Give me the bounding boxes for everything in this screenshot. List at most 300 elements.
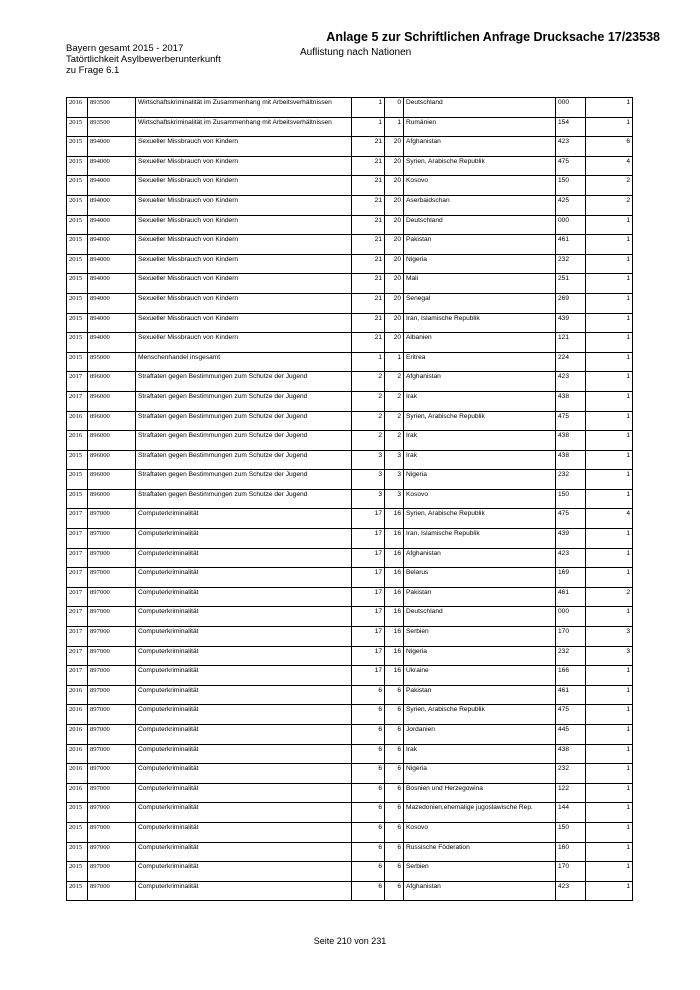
offense-cell: Computerkriminalität	[136, 529, 352, 549]
offense-cell: Menschenhandel insgesamt	[136, 352, 352, 372]
nation-cell: Ukraine	[404, 666, 556, 686]
offense-code-cell: 897000	[88, 881, 136, 901]
offense-code-cell: 897000	[88, 568, 136, 588]
offense-cell: Wirtschaftskriminalität im Zusammenhang mit Arbeitsverhältnissen	[136, 98, 352, 118]
table-row	[67, 98, 633, 118]
subtotal-cell: 6	[385, 783, 404, 803]
nation-cell: Irak	[404, 450, 556, 470]
nation-code-cell: 423	[556, 548, 586, 568]
offense-cell: Computerkriminalität	[136, 725, 352, 745]
table-row	[67, 783, 633, 803]
total-cases-cell: 21	[352, 137, 385, 157]
offense-cell: Sexueller Missbrauch von Kindern	[136, 293, 352, 313]
year-cell: 2016	[67, 725, 88, 745]
nation-code-cell: 475	[556, 705, 586, 725]
subtotal-cell: 6	[385, 881, 404, 901]
nation-code-cell: 169	[556, 568, 586, 588]
count-cell: 1	[586, 333, 633, 353]
page-number: Seite 210 von 231	[313, 936, 387, 946]
subtotal-cell: 16	[385, 646, 404, 666]
year-cell: 2016	[67, 411, 88, 431]
total-cases-cell: 21	[352, 156, 385, 176]
offense-code-cell: 896000	[88, 411, 136, 431]
nation-code-cell: 154	[556, 117, 586, 137]
subtotal-cell: 3	[385, 450, 404, 470]
table-row	[67, 764, 633, 784]
table-row	[67, 235, 633, 255]
table-row	[67, 293, 633, 313]
nation-cell: Irak	[404, 431, 556, 451]
nation-code-cell: 170	[556, 627, 586, 647]
offense-cell: Sexueller Missbrauch von Kindern	[136, 235, 352, 255]
offense-cell: Sexueller Missbrauch von Kindern	[136, 254, 352, 274]
nation-cell: Pakistan	[404, 235, 556, 255]
nation-cell: Nigeria	[404, 646, 556, 666]
offense-code-cell: 894000	[88, 235, 136, 255]
nation-code-cell: 232	[556, 646, 586, 666]
offense-code-cell: 894000	[88, 215, 136, 235]
count-cell: 1	[586, 391, 633, 411]
total-cases-cell: 6	[352, 725, 385, 745]
subtotal-cell: 20	[385, 274, 404, 294]
count-cell: 1	[586, 568, 633, 588]
nation-code-cell: 461	[556, 235, 586, 255]
count-cell: 1	[586, 489, 633, 509]
year-cell: 2016	[67, 705, 88, 725]
total-cases-cell: 21	[352, 176, 385, 196]
count-cell: 1	[586, 881, 633, 901]
subtotal-cell: 2	[385, 411, 404, 431]
count-cell: 1	[586, 293, 633, 313]
subtotal-cell: 3	[385, 470, 404, 490]
nation-cell: Afghanistan	[404, 548, 556, 568]
offense-code-cell: 897000	[88, 607, 136, 627]
nation-code-cell: 232	[556, 254, 586, 274]
year-cell: 2016	[67, 431, 88, 451]
total-cases-cell: 1	[352, 117, 385, 137]
year-cell: 2015	[67, 881, 88, 901]
count-cell: 3	[586, 627, 633, 647]
nation-cell: Albanien	[404, 333, 556, 353]
offense-cell: Sexueller Missbrauch von Kindern	[136, 137, 352, 157]
offense-cell: Computerkriminalität	[136, 568, 352, 588]
total-cases-cell: 3	[352, 450, 385, 470]
year-cell: 2015	[67, 195, 88, 215]
subtotal-cell: 20	[385, 176, 404, 196]
table-row	[67, 274, 633, 294]
nation-cell: Nigeria	[404, 254, 556, 274]
nation-cell: Jordanien	[404, 725, 556, 745]
offense-code-cell: 895000	[88, 352, 136, 372]
table-row	[67, 548, 633, 568]
nation-cell: Afghanistan	[404, 372, 556, 392]
nation-cell: Afghanistan	[404, 881, 556, 901]
count-cell: 1	[586, 235, 633, 255]
offense-code-cell: 897000	[88, 783, 136, 803]
nation-code-cell: 425	[556, 195, 586, 215]
year-cell: 2017	[67, 587, 88, 607]
offense-code-cell: 897000	[88, 744, 136, 764]
subtotal-cell: 20	[385, 137, 404, 157]
count-cell: 1	[586, 685, 633, 705]
subtotal-cell: 16	[385, 529, 404, 549]
total-cases-cell: 21	[352, 254, 385, 274]
count-cell: 1	[586, 783, 633, 803]
table-row	[67, 803, 633, 823]
offense-code-cell: 897000	[88, 822, 136, 842]
nation-code-cell: 150	[556, 176, 586, 196]
year-cell: 2015	[67, 489, 88, 509]
year-cell: 2017	[67, 607, 88, 627]
total-cases-cell: 17	[352, 646, 385, 666]
nation-code-cell: 445	[556, 725, 586, 745]
table-row	[67, 725, 633, 745]
subtotal-cell: 6	[385, 764, 404, 784]
table-body	[67, 98, 633, 901]
report-meta	[66, 43, 221, 76]
total-cases-cell: 1	[352, 352, 385, 372]
subtotal-cell: 20	[385, 235, 404, 255]
offense-cell: Sexueller Missbrauch von Kindern	[136, 313, 352, 333]
nation-cell: Serbien	[404, 862, 556, 882]
subtotal-cell: 20	[385, 156, 404, 176]
table-row	[67, 195, 633, 215]
nation-cell: Iran, Islamische Republik	[404, 529, 556, 549]
offense-cell: Straftaten gegen Bestimmungen zum Schutze der Jugend	[136, 489, 352, 509]
subtotal-cell: 16	[385, 587, 404, 607]
nation-cell: Afghanistan	[404, 137, 556, 157]
question-ref: zu Frage 6.1	[66, 65, 120, 76]
nation-code-cell: 438	[556, 431, 586, 451]
nation-cell: Belarus	[404, 568, 556, 588]
count-cell: 1	[586, 607, 633, 627]
offense-cell: Computerkriminalität	[136, 783, 352, 803]
year-cell: 2015	[67, 352, 88, 372]
table-row	[67, 117, 633, 137]
total-cases-cell: 17	[352, 587, 385, 607]
year-cell: 2017	[67, 646, 88, 666]
offense-cell: Computerkriminalität	[136, 803, 352, 823]
total-cases-cell: 17	[352, 568, 385, 588]
count-cell: 2	[586, 176, 633, 196]
nation-code-cell: 166	[556, 666, 586, 686]
year-cell: 2016	[67, 764, 88, 784]
total-cases-cell: 2	[352, 431, 385, 451]
table-row	[67, 529, 633, 549]
total-cases-cell: 2	[352, 391, 385, 411]
subtotal-cell: 6	[385, 803, 404, 823]
year-cell: 2015	[67, 862, 88, 882]
year-cell: 2017	[67, 627, 88, 647]
total-cases-cell: 6	[352, 705, 385, 725]
nation-cell: Kosovo	[404, 489, 556, 509]
offense-cell: Computerkriminalität	[136, 548, 352, 568]
offense-code-cell: 897000	[88, 646, 136, 666]
year-cell: 2016	[67, 744, 88, 764]
total-cases-cell: 6	[352, 685, 385, 705]
nation-code-cell: 438	[556, 744, 586, 764]
year-cell: 2017	[67, 529, 88, 549]
offense-cell: Computerkriminalität	[136, 509, 352, 529]
count-cell: 1	[586, 666, 633, 686]
year-cell: 2015	[67, 254, 88, 274]
nation-cell: Irak	[404, 744, 556, 764]
offense-cell: Computerkriminalität	[136, 685, 352, 705]
total-cases-cell: 6	[352, 842, 385, 862]
subtotal-cell: 2	[385, 372, 404, 392]
offense-code-cell: 897000	[88, 666, 136, 686]
nation-code-cell: 251	[556, 274, 586, 294]
count-cell: 1	[586, 529, 633, 549]
nation-cell: Senegal	[404, 293, 556, 313]
table-row	[67, 176, 633, 196]
year-cell: 2015	[67, 333, 88, 353]
nation-cell: Bosnien und Herzegowina	[404, 783, 556, 803]
table-row	[67, 607, 633, 627]
table-row	[67, 822, 633, 842]
total-cases-cell: 3	[352, 489, 385, 509]
subtotal-cell: 2	[385, 391, 404, 411]
year-cell: 2015	[67, 156, 88, 176]
offense-cell: Straftaten gegen Bestimmungen zum Schutze der Jugend	[136, 431, 352, 451]
nation-code-cell: 122	[556, 783, 586, 803]
count-cell: 1	[586, 431, 633, 451]
year-cell: 2015	[67, 313, 88, 333]
count-cell: 1	[586, 764, 633, 784]
table-row	[67, 391, 633, 411]
count-cell: 1	[586, 744, 633, 764]
nation-code-cell: 461	[556, 685, 586, 705]
nation-cell: Pakistan	[404, 587, 556, 607]
offense-code-cell: 897000	[88, 509, 136, 529]
offense-cell: Sexueller Missbrauch von Kindern	[136, 274, 352, 294]
nation-cell: Aserbaidschan	[404, 195, 556, 215]
year-cell: 2015	[67, 117, 88, 137]
offense-code-cell: 896000	[88, 431, 136, 451]
offense-cell: Computerkriminalität	[136, 744, 352, 764]
subtotal-cell: 16	[385, 509, 404, 529]
total-cases-cell: 21	[352, 293, 385, 313]
table-row	[67, 215, 633, 235]
count-cell: 1	[586, 725, 633, 745]
offense-cell: Computerkriminalität	[136, 607, 352, 627]
offense-cell: Computerkriminalität	[136, 881, 352, 901]
subtotal-cell: 20	[385, 333, 404, 353]
offense-code-cell: 897000	[88, 725, 136, 745]
nation-cell: Nigeria	[404, 470, 556, 490]
count-cell: 1	[586, 842, 633, 862]
table-row	[67, 470, 633, 490]
offense-nation-table	[66, 97, 633, 901]
nation-cell: Mazedonien,ehemalige jugoslawische Rep.	[404, 803, 556, 823]
year-cell: 2016	[67, 783, 88, 803]
count-cell: 1	[586, 470, 633, 490]
count-cell: 1	[586, 411, 633, 431]
total-cases-cell: 6	[352, 881, 385, 901]
offense-code-cell: 894000	[88, 195, 136, 215]
table-row	[67, 705, 633, 725]
nation-cell: Pakistan	[404, 685, 556, 705]
nation-cell: Syrien, Arabische Republik	[404, 411, 556, 431]
offense-code-cell: 896000	[88, 372, 136, 392]
year-cell: 2016	[67, 98, 88, 118]
nation-cell: Kosovo	[404, 822, 556, 842]
year-cell: 2015	[67, 842, 88, 862]
subtotal-cell: 1	[385, 117, 404, 137]
table-row	[67, 744, 633, 764]
total-cases-cell: 17	[352, 666, 385, 686]
total-cases-cell: 6	[352, 783, 385, 803]
count-cell: 1	[586, 98, 633, 118]
subtotal-cell: 6	[385, 822, 404, 842]
table-row	[67, 509, 633, 529]
count-cell: 1	[586, 254, 633, 274]
total-cases-cell: 2	[352, 372, 385, 392]
subtotal-cell: 6	[385, 705, 404, 725]
nation-cell: Syrien, Arabische Republik	[404, 705, 556, 725]
subtotal-cell: 16	[385, 548, 404, 568]
count-cell: 1	[586, 705, 633, 725]
table-row	[67, 333, 633, 353]
year-cell: 2015	[67, 176, 88, 196]
nation-cell: Syrien, Arabische Republik	[404, 156, 556, 176]
offense-code-cell: 896000	[88, 470, 136, 490]
offense-cell: Sexueller Missbrauch von Kindern	[136, 195, 352, 215]
subtotal-cell: 20	[385, 313, 404, 333]
nation-cell: Eritrea	[404, 352, 556, 372]
year-cell: 2015	[67, 822, 88, 842]
count-cell: 1	[586, 803, 633, 823]
total-cases-cell: 17	[352, 548, 385, 568]
nation-code-cell: 438	[556, 391, 586, 411]
table-row	[67, 666, 633, 686]
nation-cell: Deutschland	[404, 215, 556, 235]
nation-code-cell: 475	[556, 156, 586, 176]
table-row	[67, 568, 633, 588]
subtotal-cell: 6	[385, 862, 404, 882]
offense-code-cell: 894000	[88, 274, 136, 294]
offense-cell: Sexueller Missbrauch von Kindern	[136, 333, 352, 353]
nation-cell: Iran, Islamische Republik	[404, 313, 556, 333]
total-cases-cell: 21	[352, 195, 385, 215]
nation-code-cell: 000	[556, 215, 586, 235]
nation-code-cell: 475	[556, 509, 586, 529]
subtotal-cell: 20	[385, 195, 404, 215]
count-cell: 1	[586, 822, 633, 842]
subtotal-cell: 6	[385, 744, 404, 764]
count-cell: 1	[586, 215, 633, 235]
offense-cell: Computerkriminalität	[136, 646, 352, 666]
offense-cell: Computerkriminalität	[136, 862, 352, 882]
subtotal-cell: 20	[385, 254, 404, 274]
total-cases-cell: 17	[352, 529, 385, 549]
nation-code-cell: 000	[556, 607, 586, 627]
subtotal-cell: 1	[385, 352, 404, 372]
year-cell: 2015	[67, 215, 88, 235]
year-cell: 2015	[67, 450, 88, 470]
nation-cell: Nigeria	[404, 764, 556, 784]
count-cell: 3	[586, 646, 633, 666]
table-row	[67, 352, 633, 372]
offense-code-cell: 896000	[88, 391, 136, 411]
offense-code-cell: 893500	[88, 117, 136, 137]
nation-cell: Serbien	[404, 627, 556, 647]
count-cell: 4	[586, 156, 633, 176]
total-cases-cell: 21	[352, 274, 385, 294]
count-cell: 1	[586, 313, 633, 333]
table-row	[67, 137, 633, 157]
subtotal-cell: 20	[385, 215, 404, 235]
offense-code-cell: 897000	[88, 842, 136, 862]
table-row	[67, 372, 633, 392]
nation-cell: Deutschland	[404, 98, 556, 118]
offense-cell: Straftaten gegen Bestimmungen zum Schutze der Jugend	[136, 411, 352, 431]
offense-cell: Computerkriminalität	[136, 842, 352, 862]
nation-cell: Russische Föderation	[404, 842, 556, 862]
offense-code-cell: 894000	[88, 333, 136, 353]
nation-cell: Irak	[404, 391, 556, 411]
total-cases-cell: 17	[352, 627, 385, 647]
subtotal-cell: 16	[385, 627, 404, 647]
offense-cell: Computerkriminalität	[136, 627, 352, 647]
table-row	[67, 254, 633, 274]
year-cell: 2017	[67, 568, 88, 588]
total-cases-cell: 6	[352, 862, 385, 882]
count-cell: 1	[586, 117, 633, 137]
year-cell: 2015	[67, 235, 88, 255]
subtotal-cell: 0	[385, 98, 404, 118]
nation-code-cell: 150	[556, 489, 586, 509]
total-cases-cell: 21	[352, 235, 385, 255]
offense-code-cell: 893500	[88, 98, 136, 118]
count-cell: 2	[586, 195, 633, 215]
offense-code-cell: 894000	[88, 313, 136, 333]
subtotal-cell: 16	[385, 568, 404, 588]
offense-code-cell: 897000	[88, 548, 136, 568]
nation-code-cell: 439	[556, 529, 586, 549]
subtotal-cell: 3	[385, 489, 404, 509]
nation-cell: Mali	[404, 274, 556, 294]
offense-code-cell: 897000	[88, 627, 136, 647]
offense-cell: Straftaten gegen Bestimmungen zum Schutze der Jugend	[136, 372, 352, 392]
subtotal-cell: 6	[385, 685, 404, 705]
offense-cell: Sexueller Missbrauch von Kindern	[136, 215, 352, 235]
subtotal-cell: 16	[385, 666, 404, 686]
total-cases-cell: 17	[352, 509, 385, 529]
offense-cell: Computerkriminalität	[136, 705, 352, 725]
offense-cell: Computerkriminalität	[136, 587, 352, 607]
table-row	[67, 685, 633, 705]
table-row	[67, 489, 633, 509]
offense-code-cell: 894000	[88, 137, 136, 157]
year-cell: 2017	[67, 509, 88, 529]
year-cell: 2015	[67, 803, 88, 823]
year-cell: 2015	[67, 470, 88, 490]
offense-code-cell: 896000	[88, 489, 136, 509]
subtotal-cell: 20	[385, 293, 404, 313]
total-cases-cell: 21	[352, 333, 385, 353]
nation-code-cell: 423	[556, 137, 586, 157]
offense-cell: Straftaten gegen Bestimmungen zum Schutze der Jugend	[136, 470, 352, 490]
total-cases-cell: 1	[352, 98, 385, 118]
nation-code-cell: 438	[556, 450, 586, 470]
year-cell: 2016	[67, 685, 88, 705]
subtotal-cell: 6	[385, 725, 404, 745]
count-cell: 1	[586, 862, 633, 882]
offense-code-cell: 894000	[88, 156, 136, 176]
nation-code-cell: 423	[556, 881, 586, 901]
offense-cell: Straftaten gegen Bestimmungen zum Schutze der Jugend	[136, 391, 352, 411]
